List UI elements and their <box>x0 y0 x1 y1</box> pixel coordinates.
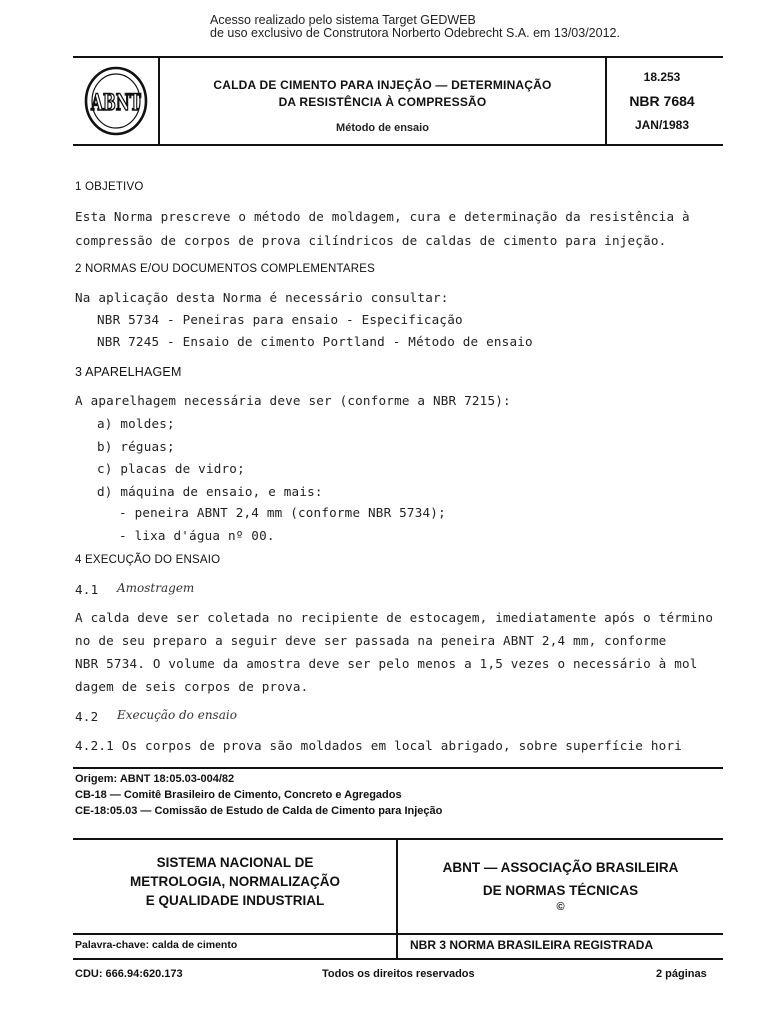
footer-abnt-line2: DE NORMAS TÉCNICAS <box>482 883 639 898</box>
section-4-1-number: 4.1 <box>75 582 99 597</box>
section-4-1-line2: no de seu preparo a seguir deve ser passada na peneira ABNT 2,4 mm, conforme <box>75 633 667 648</box>
section-1-heading: 1 OBJETIVO <box>75 181 144 193</box>
copyright-symbol: © <box>556 901 565 913</box>
section-4-heading: 4 EXECUÇÃO DO ENSAIO <box>75 554 221 566</box>
footer-sinmetro-line3: E QUALIDADE INDUSTRIAL <box>145 893 325 908</box>
footer-abnt <box>398 858 723 914</box>
section-4-1-line4: dagem de seis corpos de prova. <box>75 679 309 694</box>
section-4-1-line1: A calda deve ser coletada no recipiente de estocagem, imediatamente após o término <box>75 610 714 625</box>
page-count: 2 páginas <box>656 968 707 980</box>
section-3-intro: A aparelhagem necessária deve ser (conforme a NBR 7215): <box>75 393 511 408</box>
section-4-2-1-line: 4.2.1 Os corpos de prova são moldados em local abrigado, sobre superfície hori <box>75 738 683 753</box>
section-1-line2: compressão de corpos de prova cilíndricos de caldas de cimento para injeção. <box>75 233 667 248</box>
header-subtitle: Método de ensaio <box>336 122 429 134</box>
keyword: Palavra-chave: calda de cimento <box>75 939 238 951</box>
section-4-2-title: Execução do ensaio <box>117 708 237 722</box>
access-notice <box>210 14 620 40</box>
origin-line3: CE-18:05.03 — Comissão de Estudo de Calda de Cimento para Injeção <box>75 805 443 817</box>
origin-line2: CB-18 — Comitê Brasileiro de Cimento, Concreto e Agregados <box>75 789 402 801</box>
header-code: 18.253 <box>643 70 681 84</box>
section-4-1-title: Amostragem <box>117 581 195 595</box>
section-2-ref1: NBR 5734 - Peneiras para ensaio - Especificação <box>97 312 463 327</box>
section-3-item-b: b) réguas; <box>97 439 175 454</box>
header-title-line1: CALDA DE CIMENTO PARA INJEÇÃO — DETERMINAÇÃO <box>213 78 552 92</box>
access-notice-line2: de uso exclusivo de Construtora Norberto Odebrecht S.A. em 13/03/2012. <box>210 26 620 40</box>
footer-sinmetro <box>75 853 395 910</box>
section-3-item-c: c) placas de vidro; <box>97 461 245 476</box>
footer-abnt-line1: ABNT — ASSOCIAÇÃO BRASILEIRA <box>442 860 679 875</box>
section-3-item-d: d) máquina de ensaio, e mais: <box>97 484 323 499</box>
access-notice-line1: Acesso realizado pelo sistema Target GEDWEB <box>210 13 476 27</box>
cdu-code: CDU: 666.94:620.173 <box>75 968 183 980</box>
section-1-line1: Esta Norma prescreve o método de moldagem, cura e determinação da resistência à <box>75 209 690 224</box>
abnt-logo <box>80 63 152 139</box>
rights-notice: Todos os direitos reservados <box>322 968 475 980</box>
header-title-line2: DA RESISTÊNCIA À COMPRESSÃO <box>278 95 487 109</box>
section-3-item-d2: - lixa d'água nº 00. <box>119 528 275 543</box>
header-date: JAN/1983 <box>634 118 690 132</box>
section-3-item-d1: - peneira ABNT 2,4 mm (conforme NBR 5734); <box>119 505 446 520</box>
section-2-heading: 2 NORMAS E/OU DOCUMENTOS COMPLEMENTARES <box>75 263 376 275</box>
section-2-intro: Na aplicação desta Norma é necessário consultar: <box>75 290 449 305</box>
section-3-heading: 3 APARELHAGEM <box>75 365 182 379</box>
section-4-1-line3: NBR 5734. O volume da amostra deve ser pelo menos a 1,5 vezes o necessário à mol <box>75 656 698 671</box>
footer-sinmetro-line1: SISTEMA NACIONAL DE <box>156 855 314 870</box>
registered-norm: NBR 3 NORMA BRASILEIRA REGISTRADA <box>410 938 654 952</box>
origin-line1: Origem: ABNT 18:05.03-004/82 <box>75 773 235 785</box>
footer-sinmetro-line2: METROLOGIA, NORMALIZAÇÃO <box>130 874 340 889</box>
section-4-2-number: 4.2 <box>75 709 99 724</box>
header-norm: NBR 7684 <box>629 93 695 109</box>
section-2-ref2: NBR 7245 - Ensaio de cimento Portland - Método de ensaio <box>97 334 533 349</box>
section-3-item-a: a) moldes; <box>97 416 175 431</box>
svg-text:ABNT: ABNT <box>90 90 142 116</box>
